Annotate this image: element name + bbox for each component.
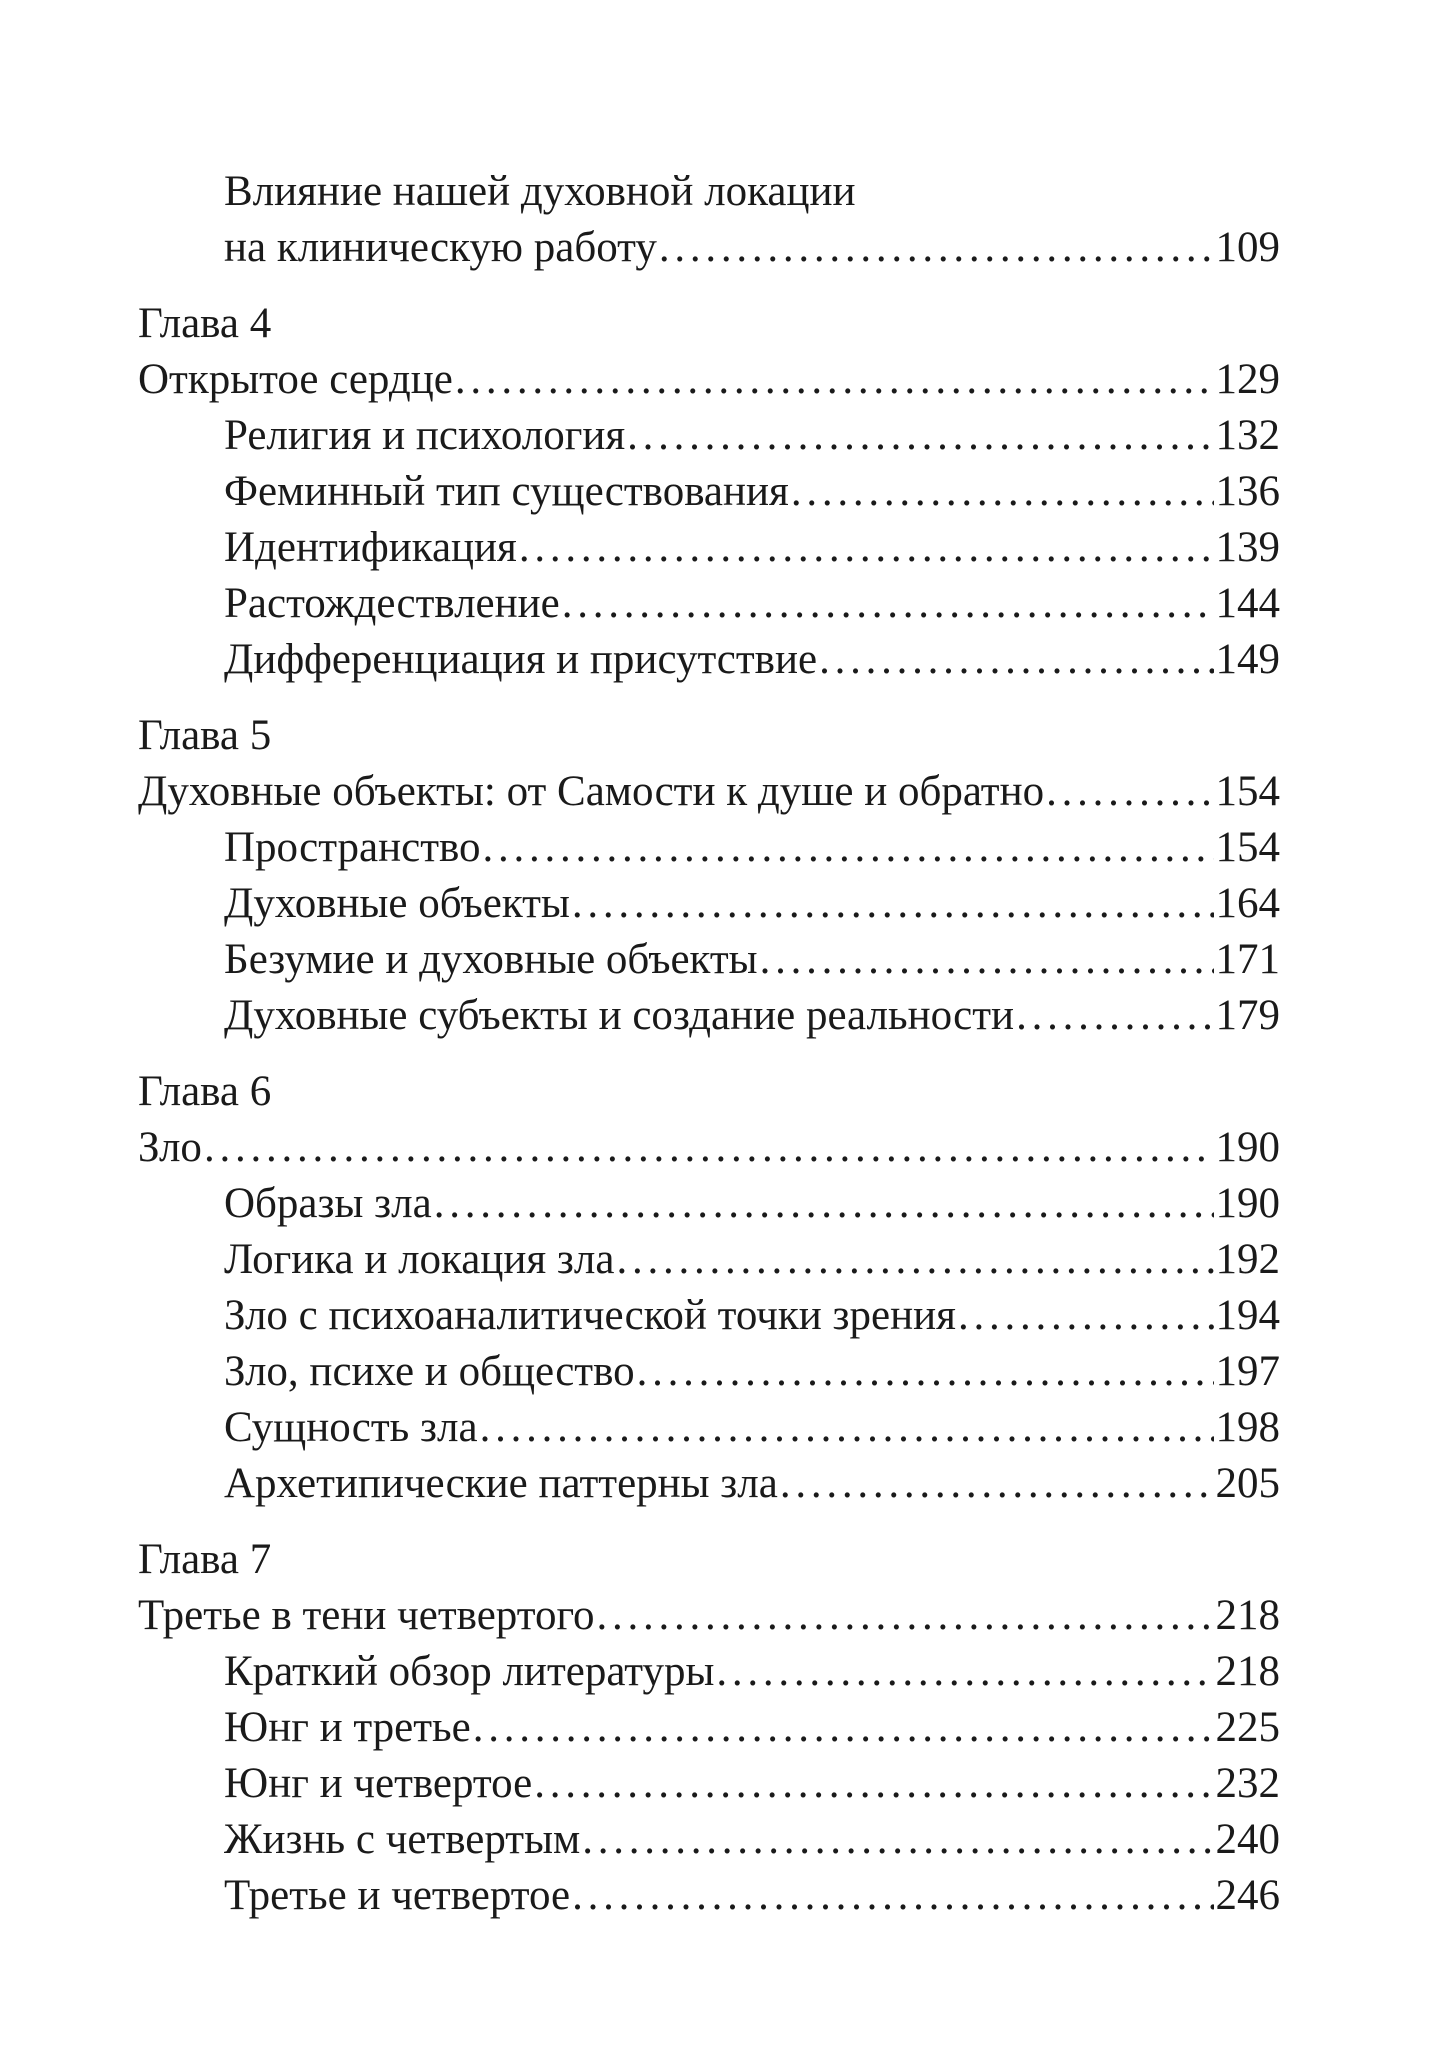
toc-page-number: 246 (1215, 1872, 1280, 1919)
toc-page-number: 225 (1215, 1704, 1280, 1751)
dot-leader (534, 1756, 1213, 1812)
dot-leader (616, 1232, 1213, 1288)
toc-sub-entry[interactable] (138, 632, 1280, 688)
dot-leader (791, 464, 1214, 520)
toc-entry-title: Идентификация (224, 524, 517, 571)
toc-sub-entry[interactable] (138, 1400, 1280, 1456)
toc-sub-entry[interactable] (138, 1176, 1280, 1232)
table-of-contents (138, 164, 1280, 1924)
toc-sub-entry[interactable] (138, 1232, 1280, 1288)
chapter-heading: Глава 7 (138, 1536, 272, 1583)
toc-entry-title: Духовные объекты: от Самости к душе и обратно (138, 768, 1045, 815)
toc-page-number: 205 (1215, 1460, 1280, 1507)
dot-leader (582, 1812, 1213, 1868)
dot-leader (519, 520, 1214, 576)
dot-leader (204, 1120, 1214, 1176)
dot-leader (455, 352, 1214, 408)
toc-page-number: 190 (1215, 1180, 1280, 1227)
dot-leader (434, 1176, 1214, 1232)
toc-page-number: 197 (1215, 1348, 1280, 1395)
dot-leader (597, 1588, 1214, 1644)
toc-page-number: 190 (1215, 1124, 1280, 1171)
toc-page-number: 129 (1215, 356, 1280, 403)
dot-leader (627, 408, 1213, 464)
toc-entry-title: Влияние нашей духовной локации (224, 168, 856, 215)
toc-entry-title: Безумие и духовные объекты (224, 936, 758, 983)
toc-sub-entry[interactable] (138, 1344, 1280, 1400)
dot-leader (637, 1344, 1214, 1400)
toc-entry-title: Религия и психология (224, 412, 626, 459)
toc-entry-title: Духовные субъекты и создание реальности (224, 992, 1015, 1039)
toc-entry-continuation-line2[interactable] (138, 220, 1280, 276)
toc-entry-title: Образы зла (224, 1180, 432, 1227)
dot-leader (572, 1868, 1213, 1924)
dot-leader (483, 820, 1214, 876)
dot-leader (480, 1400, 1214, 1456)
toc-entry-title: Зло (138, 1124, 202, 1171)
toc-sub-entry[interactable] (138, 988, 1280, 1044)
toc-entry-title: Зло с психоаналитической точки зрения (224, 1292, 956, 1339)
toc-entry-title: Сущность зла (224, 1404, 478, 1451)
chapter-heading: Глава 6 (138, 1068, 272, 1115)
toc-entry-title: Краткий обзор литературы (224, 1648, 715, 1695)
toc-page-number: 136 (1215, 468, 1280, 515)
toc-sub-entry[interactable] (138, 1756, 1280, 1812)
toc-page-number: 164 (1215, 880, 1280, 927)
toc-chapter-title-entry[interactable] (138, 352, 1280, 408)
dot-leader (473, 1700, 1214, 1756)
dot-leader (760, 932, 1214, 988)
toc-page-number: 218 (1215, 1648, 1280, 1695)
toc-page-number: 154 (1215, 768, 1280, 815)
dot-leader (572, 876, 1214, 932)
toc-entry-title: Пространство (224, 824, 481, 871)
toc-sub-entry[interactable] (138, 408, 1280, 464)
dot-leader (1016, 988, 1213, 1044)
dot-leader (562, 576, 1214, 632)
toc-sub-entry[interactable] (138, 1868, 1280, 1924)
toc-page-number: 240 (1215, 1816, 1280, 1863)
toc-chapter-title-entry[interactable] (138, 1120, 1280, 1176)
toc-entry-title: Феминный тип существования (224, 468, 789, 515)
toc-entry-title: Растождествление (224, 580, 560, 627)
toc-entry-title: Логика и локация зла (224, 1236, 615, 1283)
toc-sub-entry[interactable] (138, 876, 1280, 932)
toc-entry-title: Третье в тени четвертого (138, 1592, 595, 1639)
chapter-heading: Глава 4 (138, 300, 272, 347)
toc-page-number: 232 (1215, 1760, 1280, 1807)
toc-entry-title: Архетипические паттерны зла (224, 1460, 778, 1507)
toc-entry-title: Открытое сердце (138, 356, 453, 403)
toc-page-number: 149 (1215, 636, 1280, 683)
toc-page-number: 192 (1215, 1236, 1280, 1283)
toc-chapter-title-entry[interactable] (138, 1588, 1280, 1644)
toc-page-number: 144 (1215, 580, 1280, 627)
toc-page-number: 194 (1215, 1292, 1280, 1339)
toc-entry-title: Юнг и третье (224, 1704, 471, 1751)
dot-leader (958, 1288, 1214, 1344)
toc-sub-entry[interactable] (138, 820, 1280, 876)
toc-entry-title: Духовные объекты (224, 880, 570, 927)
toc-sub-entry[interactable] (138, 1812, 1280, 1868)
toc-page-number: 171 (1215, 936, 1280, 983)
toc-sub-entry[interactable] (138, 464, 1280, 520)
toc-sub-entry[interactable] (138, 932, 1280, 988)
toc-entry-title: Зло, психе и общество (224, 1348, 635, 1395)
dot-leader (659, 220, 1214, 276)
toc-sub-entry[interactable] (138, 1288, 1280, 1344)
toc-sub-entry[interactable] (138, 520, 1280, 576)
dot-leader (780, 1456, 1214, 1512)
toc-entry-title: на клиническую работу (224, 224, 657, 271)
toc-sub-entry[interactable] (138, 1644, 1280, 1700)
toc-page-number: 132 (1215, 412, 1280, 459)
toc-entry-title: Дифференциация и присутствие (224, 636, 818, 683)
toc-entry-title: Юнг и четвертое (224, 1760, 533, 1807)
toc-page-number: 109 (1215, 224, 1280, 271)
toc-entry-continuation-line1 (138, 164, 1280, 220)
toc-sub-entry[interactable] (138, 1456, 1280, 1512)
toc-page-number: 218 (1215, 1592, 1280, 1639)
toc-page-number: 198 (1215, 1404, 1280, 1451)
toc-entry-title: Третье и четвертое (224, 1872, 571, 1919)
toc-sub-entry[interactable] (138, 576, 1280, 632)
toc-page-number: 154 (1215, 824, 1280, 871)
dot-leader (819, 632, 1213, 688)
dot-leader (716, 1644, 1213, 1700)
chapter-heading: Глава 5 (138, 712, 272, 759)
toc-chapter-title-entry[interactable] (138, 764, 1280, 820)
toc-entry-title: Жизнь с четвертым (224, 1816, 581, 1863)
dot-leader (1046, 764, 1213, 820)
toc-page-number: 179 (1215, 992, 1280, 1039)
toc-sub-entry[interactable] (138, 1700, 1280, 1756)
toc-page-number: 139 (1215, 524, 1280, 571)
